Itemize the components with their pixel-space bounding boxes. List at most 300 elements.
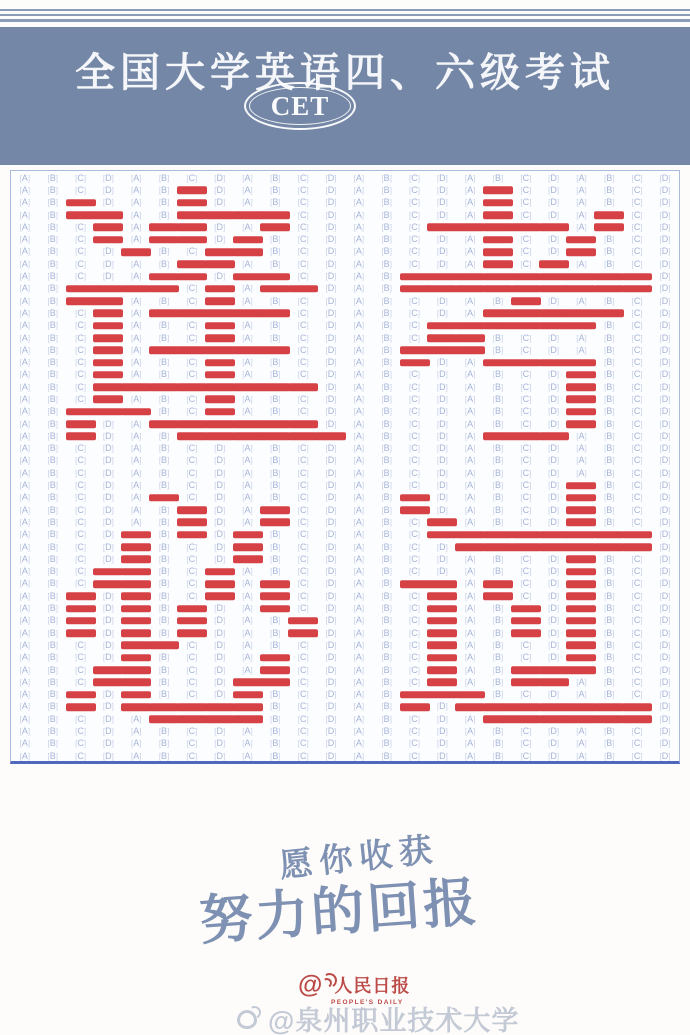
option-letter: [ xyxy=(130,431,134,441)
option-letter: ] xyxy=(640,308,643,318)
option-letter: ] xyxy=(55,493,58,503)
option-letter: [ xyxy=(381,321,384,331)
option-letter: D xyxy=(661,480,669,491)
option-letter: C xyxy=(633,406,641,417)
option-letter: [ xyxy=(604,407,607,417)
option-letter: ] xyxy=(83,370,87,380)
option-letter: B xyxy=(161,689,168,700)
option-letter: [ xyxy=(325,690,328,700)
answer-cell xyxy=(428,209,456,222)
answer-cell xyxy=(373,258,401,271)
option-letter: ] xyxy=(55,419,58,429)
option-letter: [ xyxy=(297,308,300,318)
option-letter: ] xyxy=(55,554,58,564)
answer-cell xyxy=(122,516,150,529)
option-letter: [ xyxy=(436,308,440,318)
option-letter: ] xyxy=(640,751,643,761)
answer-cell xyxy=(623,332,651,345)
option-letter: [ xyxy=(47,628,50,638)
option-letter: ] xyxy=(473,665,476,675)
answer-cell xyxy=(234,393,262,406)
answer-cell xyxy=(122,295,150,308)
option-letter: ] xyxy=(473,247,476,257)
option-letter: [ xyxy=(47,616,50,626)
answer-cell xyxy=(623,651,651,664)
option-letter: C xyxy=(299,271,307,282)
option-letter: [ xyxy=(436,456,440,466)
option-letter: ] xyxy=(222,530,226,540)
option-letter: A xyxy=(244,332,251,343)
header-banner xyxy=(0,27,690,165)
answer-mark xyxy=(539,322,569,330)
option-letter: [ xyxy=(604,382,607,392)
option-letter: [ xyxy=(631,407,634,417)
option-letter: [ xyxy=(102,198,106,208)
option-letter: B xyxy=(161,172,168,183)
answer-cell xyxy=(595,565,623,578)
answer-cell xyxy=(484,479,512,492)
option-letter: ] xyxy=(668,665,671,675)
option-letter: [ xyxy=(381,517,384,527)
option-letter: A xyxy=(21,701,28,712)
option-letter: D xyxy=(439,455,446,466)
answer-cell xyxy=(94,750,122,763)
option-letter: B xyxy=(49,467,56,478)
answer-cell xyxy=(623,221,651,234)
option-letter: ] xyxy=(389,431,392,441)
option-letter: [ xyxy=(409,604,412,614)
option-letter: [ xyxy=(631,640,634,650)
answer-mark xyxy=(93,568,123,576)
answer-mark xyxy=(511,310,541,318)
answer-mark xyxy=(121,248,151,256)
option-letter: [ xyxy=(520,517,523,527)
option-letter: [ xyxy=(297,481,300,491)
answer-cell xyxy=(568,442,596,455)
answer-row xyxy=(11,356,679,368)
option-letter: ] xyxy=(501,665,504,675)
option-letter: [ xyxy=(381,431,384,441)
answer-cell xyxy=(178,553,206,566)
answer-cell xyxy=(651,172,679,185)
answer-cell xyxy=(373,405,401,418)
option-letter: [ xyxy=(158,628,162,638)
option-letter: B xyxy=(606,258,613,269)
option-letter: [ xyxy=(214,173,217,183)
answer-cell xyxy=(456,750,484,763)
option-letter: [ xyxy=(353,419,356,429)
option-letter: C xyxy=(299,553,307,564)
option-letter: C xyxy=(633,295,641,306)
answer-mark xyxy=(511,297,541,305)
option-letter: A xyxy=(578,455,585,466)
option-letter: ] xyxy=(306,739,309,749)
option-letter: ] xyxy=(668,185,671,195)
option-letter: B xyxy=(383,332,390,343)
option-letter: ] xyxy=(556,173,560,183)
option-letter: [ xyxy=(548,370,551,380)
option-letter: ] xyxy=(306,677,309,687)
answer-mark xyxy=(66,617,96,625)
answer-cell xyxy=(150,553,178,566)
answer-cell xyxy=(261,639,289,652)
option-letter: ] xyxy=(389,173,392,183)
option-letter: [ xyxy=(492,751,495,761)
answer-mark xyxy=(566,629,596,637)
option-letter: [ xyxy=(325,395,328,404)
option-letter: ] xyxy=(556,395,560,404)
option-letter: ] xyxy=(556,751,560,761)
option-letter: ] xyxy=(501,493,504,503)
option-letter: [ xyxy=(325,579,328,589)
answer-mark xyxy=(566,420,596,428)
option-letter: B xyxy=(272,258,279,269)
option-letter: ] xyxy=(111,751,114,761)
option-letter: [ xyxy=(492,333,495,343)
answer-cell xyxy=(595,688,623,701)
answer-cell xyxy=(345,430,373,443)
option-letter: B xyxy=(606,394,613,404)
option-letter: B xyxy=(494,750,501,761)
option-letter: ] xyxy=(556,591,560,601)
option-letter: D xyxy=(216,492,223,503)
option-letter: ] xyxy=(222,222,226,232)
option-letter: D xyxy=(550,467,557,478)
option-letter: A xyxy=(355,492,362,503)
option-letter: D xyxy=(105,750,112,761)
option-letter: [ xyxy=(242,751,245,761)
answer-cell xyxy=(11,725,39,738)
answer-cell xyxy=(540,184,568,197)
answer-cell xyxy=(178,479,206,492)
option-letter: ] xyxy=(167,468,170,478)
answer-mark xyxy=(93,679,123,687)
option-letter: [ xyxy=(47,272,50,282)
answer-mark xyxy=(566,556,596,564)
option-letter: ] xyxy=(556,739,560,749)
option-letter: ] xyxy=(640,640,643,650)
answer-cell xyxy=(484,467,512,480)
option-letter: [ xyxy=(631,628,634,638)
answer-cell xyxy=(512,651,540,664)
option-letter: [ xyxy=(186,173,189,183)
option-letter: D xyxy=(661,504,669,515)
option-letter: [ xyxy=(297,407,300,417)
answer-cell xyxy=(289,172,317,185)
option-letter: [ xyxy=(47,554,50,564)
answer-cell xyxy=(484,651,512,664)
option-letter: [ xyxy=(659,579,662,589)
option-letter: A xyxy=(355,701,362,712)
option-letter: [ xyxy=(186,468,189,478)
option-letter: ] xyxy=(167,198,170,208)
answer-cell xyxy=(150,454,178,467)
answer-cell xyxy=(373,221,401,234)
answer-cell xyxy=(11,602,39,615)
option-letter: ] xyxy=(334,333,337,343)
option-letter: C xyxy=(522,394,530,404)
answer-cell xyxy=(623,516,651,529)
answer-cell xyxy=(39,381,67,394)
answer-cell xyxy=(317,676,345,689)
option-letter: [ xyxy=(242,616,245,626)
option-letter: ] xyxy=(83,579,87,589)
option-letter: B xyxy=(161,443,168,454)
brand-name: 人民日报 xyxy=(334,976,411,996)
answer-cell xyxy=(456,516,484,529)
option-letter: B xyxy=(383,357,390,368)
option-letter: ] xyxy=(83,321,87,331)
answer-mark xyxy=(400,347,430,355)
option-letter: C xyxy=(633,726,641,737)
option-letter: C xyxy=(522,750,530,761)
answer-mark xyxy=(121,383,151,391)
option-letter: ] xyxy=(417,235,420,245)
option-letter: [ xyxy=(270,259,273,269)
answer-cell xyxy=(401,184,429,197)
option-letter: ] xyxy=(27,714,31,724)
option-letter: A xyxy=(21,726,28,737)
option-letter: ] xyxy=(195,677,198,687)
option-letter: [ xyxy=(325,407,328,417)
option-letter: B xyxy=(494,516,501,527)
option-letter: C xyxy=(522,418,530,429)
option-letter: ] xyxy=(111,173,114,183)
answer-row xyxy=(11,172,679,184)
answer-cell xyxy=(345,553,373,566)
answer-mark xyxy=(233,531,263,539)
answer-cell xyxy=(11,184,39,197)
answer-cell xyxy=(568,344,596,357)
option-letter: ] xyxy=(27,419,31,429)
option-letter: ] xyxy=(389,591,392,601)
option-letter: ] xyxy=(473,259,476,269)
answer-cell xyxy=(234,737,262,750)
option-letter: ] xyxy=(222,493,226,503)
option-letter: [ xyxy=(520,395,523,404)
option-letter: [ xyxy=(604,235,607,245)
option-letter: ] xyxy=(139,517,142,527)
answer-cell xyxy=(150,676,178,689)
answer-cell xyxy=(595,504,623,517)
option-letter: D xyxy=(661,258,669,269)
option-letter: [ xyxy=(242,591,245,601)
option-letter: [ xyxy=(102,714,106,724)
option-letter: [ xyxy=(604,690,607,700)
option-letter: ] xyxy=(361,419,365,429)
option-letter: B xyxy=(49,603,56,614)
option-letter: C xyxy=(188,578,196,589)
option-letter: [ xyxy=(381,333,384,343)
option-letter: ] xyxy=(361,210,365,220)
answer-cell xyxy=(94,700,122,713)
answer-mark xyxy=(288,617,318,625)
option-letter: [ xyxy=(186,444,189,454)
signal-waves-icon xyxy=(322,970,332,988)
answer-cell xyxy=(512,172,540,185)
option-letter: ] xyxy=(529,456,532,466)
option-letter: [ xyxy=(381,235,384,245)
answer-cell xyxy=(234,614,262,627)
answer-mark xyxy=(205,285,235,293)
option-letter: [ xyxy=(47,690,50,700)
option-letter: [ xyxy=(158,616,162,626)
answer-cell xyxy=(178,676,206,689)
option-letter: ] xyxy=(668,653,671,663)
option-letter: ] xyxy=(139,333,142,343)
option-letter: ] xyxy=(55,628,58,638)
answer-mark xyxy=(121,592,151,600)
option-letter: ] xyxy=(334,567,337,577)
option-letter: ] xyxy=(27,739,31,749)
option-letter: [ xyxy=(464,714,468,724)
answer-mark xyxy=(66,691,96,699)
option-letter: C xyxy=(633,246,641,257)
option-letter: ] xyxy=(167,751,170,761)
answer-row xyxy=(11,430,679,442)
option-letter: [ xyxy=(47,185,50,195)
option-letter: ] xyxy=(445,714,448,724)
answer-cell xyxy=(623,245,651,258)
option-letter: [ xyxy=(75,444,78,454)
option-letter: [ xyxy=(548,210,551,220)
option-letter: ] xyxy=(306,714,309,724)
option-letter: ] xyxy=(167,370,170,380)
option-letter: C xyxy=(299,258,307,269)
option-letter: ] xyxy=(27,210,31,220)
option-letter: ] xyxy=(445,247,448,257)
answer-mark xyxy=(260,654,290,662)
option-letter: [ xyxy=(19,714,22,724)
option-letter: C xyxy=(633,221,641,232)
option-letter: A xyxy=(578,430,585,441)
answer-mark xyxy=(427,592,457,600)
answer-cell xyxy=(234,504,262,517)
option-letter: ] xyxy=(306,567,309,577)
answer-cell xyxy=(540,577,568,590)
answer-cell xyxy=(234,319,262,332)
option-letter: ] xyxy=(334,640,337,650)
option-letter: C xyxy=(411,566,418,577)
option-letter: [ xyxy=(381,345,384,355)
option-letter: D xyxy=(439,726,446,737)
option-letter: C xyxy=(299,566,307,577)
answer-mark xyxy=(288,383,318,391)
option-letter: ] xyxy=(417,382,420,392)
option-letter: [ xyxy=(520,382,523,392)
option-letter: [ xyxy=(47,358,50,368)
option-letter: ] xyxy=(278,370,281,380)
answer-cell xyxy=(289,516,317,529)
option-letter: A xyxy=(355,307,362,318)
option-letter: ] xyxy=(640,628,643,638)
option-letter: D xyxy=(550,184,557,195)
option-letter: A xyxy=(133,418,140,429)
option-letter: C xyxy=(188,172,196,183)
option-letter: ] xyxy=(278,714,281,724)
option-letter: [ xyxy=(19,210,22,220)
option-letter: [ xyxy=(19,284,22,294)
option-letter: ] xyxy=(27,284,31,294)
option-letter: [ xyxy=(381,542,384,552)
option-letter: C xyxy=(299,184,307,195)
option-letter: ] xyxy=(83,505,87,515)
option-letter: ] xyxy=(445,259,448,269)
option-letter: [ xyxy=(297,751,300,761)
option-letter: D xyxy=(550,566,557,577)
answer-cell xyxy=(540,516,568,529)
answer-mark xyxy=(566,592,596,600)
option-letter: [ xyxy=(604,173,607,183)
option-letter: ] xyxy=(473,198,476,208)
option-letter: ] xyxy=(556,247,560,257)
option-letter: C xyxy=(633,615,641,626)
option-letter: A xyxy=(244,664,251,675)
answer-cell xyxy=(289,196,317,209)
option-letter: B xyxy=(494,344,501,355)
answer-cell xyxy=(11,676,39,689)
option-letter: [ xyxy=(19,751,22,761)
option-letter: A xyxy=(21,184,28,195)
answer-cell xyxy=(595,196,623,209)
answer-mark xyxy=(205,592,235,600)
option-letter: ] xyxy=(250,579,253,589)
answer-mark xyxy=(539,433,569,441)
option-letter: [ xyxy=(297,247,300,257)
option-letter: [ xyxy=(604,444,607,454)
option-letter: ] xyxy=(417,468,420,478)
option-letter: [ xyxy=(353,407,356,417)
option-letter: B xyxy=(49,197,56,208)
option-letter: [ xyxy=(158,739,162,749)
answer-cell xyxy=(150,725,178,738)
option-letter: ] xyxy=(195,247,198,257)
option-letter: ] xyxy=(167,456,170,466)
option-letter: ] xyxy=(306,210,309,220)
option-letter: C xyxy=(633,357,641,368)
answer-cell xyxy=(234,565,262,578)
option-letter: [ xyxy=(75,542,78,552)
option-letter: ] xyxy=(417,665,420,675)
option-letter: ] xyxy=(27,677,31,687)
answer-mark xyxy=(427,224,457,232)
option-letter: ] xyxy=(501,690,504,700)
answer-row xyxy=(11,369,679,381)
answer-cell xyxy=(456,651,484,664)
option-letter: ] xyxy=(529,419,532,429)
option-letter: A xyxy=(467,406,474,417)
option-letter: ] xyxy=(529,579,532,589)
option-letter: A xyxy=(355,197,362,208)
answer-mark xyxy=(427,605,457,613)
option-letter: [ xyxy=(492,628,495,638)
answer-cell xyxy=(595,737,623,750)
option-letter: D xyxy=(550,443,557,454)
option-letter: ] xyxy=(278,690,281,700)
option-letter: [ xyxy=(548,296,551,306)
option-letter: ] xyxy=(612,591,615,601)
option-letter: ] xyxy=(55,481,58,491)
answer-cell xyxy=(11,368,39,381)
option-letter: [ xyxy=(548,407,551,417)
option-letter: [ xyxy=(325,468,328,478)
answer-mark xyxy=(539,310,569,318)
answer-cell xyxy=(39,491,67,504)
option-letter: [ xyxy=(297,370,300,380)
option-letter: D xyxy=(661,467,669,478)
answer-cell xyxy=(317,491,345,504)
option-letter: [ xyxy=(409,628,412,638)
